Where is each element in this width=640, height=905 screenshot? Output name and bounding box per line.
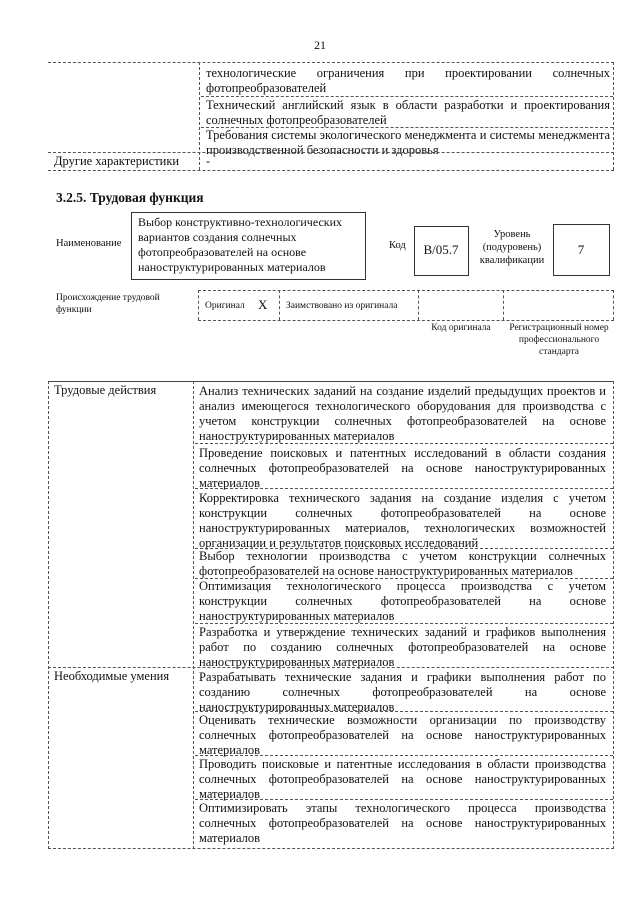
top-row-1: технологические ограничения при проектировании солнечных фотопреобразователей — [206, 66, 610, 95]
other-characteristics-value: - — [206, 154, 211, 168]
page-number: 21 — [314, 38, 326, 52]
labor-action-item: Корректировка технического задания на создание изделия с учетом конструкции солнечных фотопреобразователей на основе наноструктурированных материалов, технологических возможностей организации и результатов поисковых исследований — [199, 491, 606, 550]
labor-action-item: Разработка и утверждение технических заданий и графиков выполнения работ по созданию солнечных фотопреобразователей на основе наноструктурированных материалов — [199, 625, 606, 669]
labor-action-item: Проведение поисковых и патентных исследований в области создания солнечных фотопреобразователей на основе наноструктурированных материалов — [199, 446, 606, 490]
name-label: Наименование — [56, 238, 122, 249]
code-original-label: Код оригинала — [431, 323, 491, 333]
code-value: B/05.7 — [423, 242, 459, 257]
labor-action-item: Выбор технологии производства с учетом конструкции солнечных фотопреобразователей на основе наноструктурированных материалов — [199, 549, 606, 578]
top-row-2: Технический английский язык в области разработки и проектирования солнечных фотопреобразователей — [206, 98, 610, 127]
name-value: Выбор конструктивно-технологических вариантов создания солнечных фотопреобразователей на основе наноструктурированных материалов — [138, 215, 343, 274]
labor-action-item: Анализ технических заданий на создание изделий предыдущих проектов и анализ имеющегося технологического оборудования для производства с учетом конструкции солнечных фотопреобразователей на основе наноструктурированных материалов — [199, 384, 606, 443]
top-row-3: Требования системы экологического менеджмента и системы менеджмента производственной безопасности и здоровья — [206, 128, 610, 157]
skill-item: Оценивать технические возможности организации по производству солнечных фотопреобразователей на основе наноструктурированных материалов — [199, 713, 606, 757]
section-title: 3.2.5. Трудовая функция — [56, 190, 204, 205]
code-label: Код — [389, 240, 406, 251]
level-value: 7 — [577, 242, 585, 257]
original-mark: X — [258, 297, 268, 312]
origin-label: Происхождение трудовой функции — [56, 293, 160, 315]
labor-actions-label: Трудовые действия — [54, 383, 157, 397]
other-characteristics-label: Другие характеристики — [54, 154, 180, 168]
skill-item: Проводить поисковые и патентные исследования в области производства солнечных фотопреобразователей на основе наноструктурированных материалов — [199, 757, 606, 801]
borrowed-label: Заимствовано из оригинала — [286, 301, 398, 311]
required-skills-label: Необходимые умения — [54, 669, 170, 683]
labor-action-item: Оптимизация технологического процесса производства с учетом конструкции солнечных фотопреобразователей на основе наноструктурированных материалов — [199, 579, 606, 623]
skill-item: Разрабатывать технические задания и графики выполнения работ по созданию солнечных фотопреобразователей на основе наноструктурированных материалов — [199, 670, 606, 714]
skill-item: Оптимизировать этапы технологического процесса производства солнечных фотопреобразователей на основе наноструктурированных материалов — [199, 801, 606, 845]
original-label: Оригинал — [205, 301, 245, 311]
level-label: Уровень (подуровень) квалификации — [479, 229, 545, 266]
reg-number-label: Регистрационный номер профессионального стандарта — [509, 323, 609, 357]
